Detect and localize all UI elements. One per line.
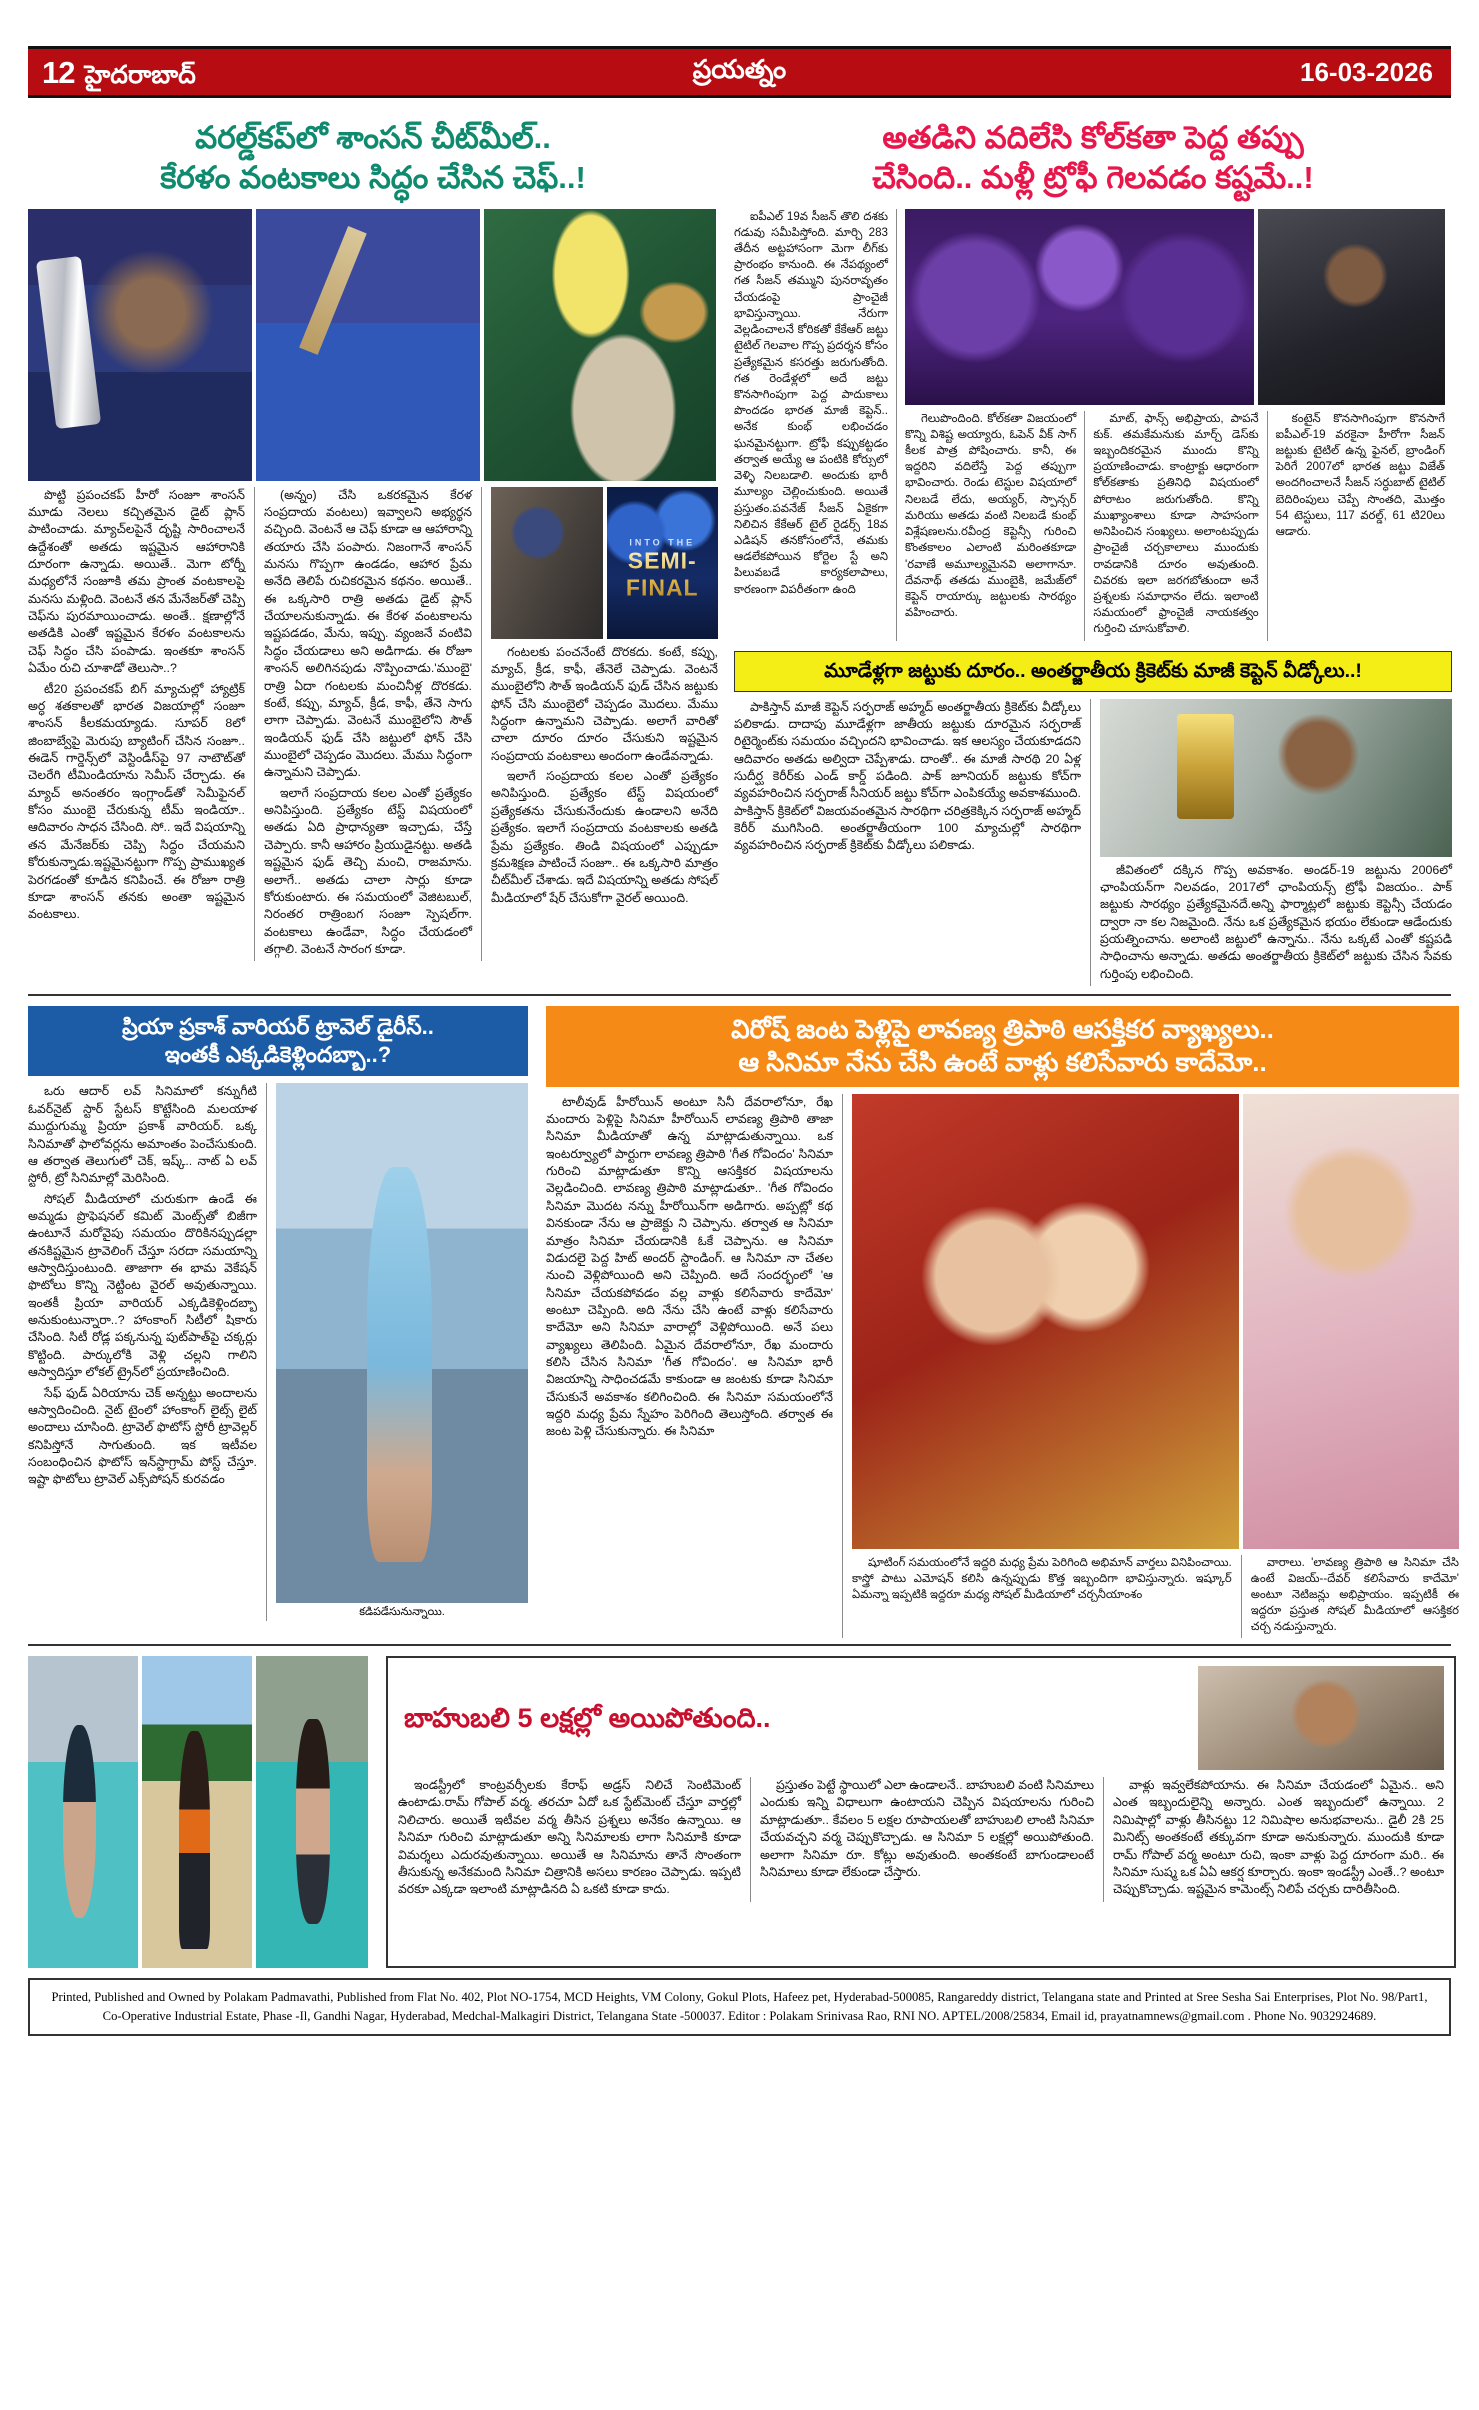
kkr-photo-strip [905,209,1445,405]
paper-title: ప్రయత్నం [692,53,787,84]
rgv-col2 [760,1777,1094,1881]
kkr-headline-line1: అతడిని వదిలేసి కోల్‌కతా పెద్ద తప్పు [882,120,1304,155]
rgv-headline: బాహుబలి 5 లక్షల్లో అయిపోతుంది.. [404,1702,771,1733]
photo-kkr-coach [1258,209,1445,405]
article-rgv [386,1656,1456,1968]
priya-col1-p1: ఒరు ఆదార్ లవ్ సినిమాలో కన్నుగీటి ఓవర్‌నైట్ స్టార్ స్టేటస్ కొట్టేసింది మలయాళ ముద్దుగుమ్మ ప్రియా ప్రకాశ్ వారియర్. ఒక్క సినిమాతో ఫాలోవర్లను అమాంతం పెంచేసుకుంది. ఆ తర్వాత తెలుగులో చెక్, ఇష్క్.. నాట్ ఏ లవ్ స్టోరీ, ట్రో సినిమాల్లో మెరిసింది. [28,1084,257,1186]
lavanya-caption-left-p: షూటింగ్ సమయంలోనే ఇద్దరి మధ్య ప్రేమ పెరిగింది అభిమాన్ వార్తలు వినిపించాయి. కాస్త్రో పాటు ఎమోషన్ కలిసి ఉన్నప్పుడు కొత్త ఇబ్బందిగా భావిస్తున్నారు. ఇష్కూర్ ఏమన్నా ఇప్పటికి ఇద్దరూ మధ్య సోషల్ మీడియాలో చర్చనీయాంశం [852,1556,1232,1601]
priya-photo-caption: కడిపడేసునున్నాయి. [359,1606,445,1619]
rgv-header-row [398,1666,1444,1770]
rgv-col1-p: ఇండస్ట్రీలో కాంట్రవర్సీలకు కేరాఫ్ అడ్రస్ నిలిచే సెంటిమెంట్ ఉంటాడు.రామ్ గోపాల్ వర్మ. తరచూ ఏదో ఒక స్టేట్‌మెంట్ చేస్తూ వార్తల్లో నిలిచారు. అయితే ఇటీవల వర్మ తీసిన ప్రశ్నలు అనేకం ఉన్నాయి. ఆ సినిమా గురించి మాట్లాడుతూ అన్ని సినిమాలకు లాగా సినిమాకి కూడా విమర్శలు ఎదురవుతున్నాయి. అయితే ఆ సినిమాను తానే సొంతంగా తీసుకున్న అనేకమంది సినిమా చిత్రానికి అసలు కారణం చెప్పాడు. ఇప్పటి వరకూ ఎక్కడా ఇలాంటి మాట్లాడినది ఏ ఒకటి కూడా కాదు. [398,1778,741,1897]
rgv-body [398,1777,1444,1902]
priya-col1 [28,1083,257,1488]
priya-col1-p2: సోషల్ మీడియాలో చురుకుగా ఉండే ఈ అమ్మడు ప్రొఫెషనల్ కమిట్ మెంట్స్‌తో బిజీగా ఉంటూనే మరోవైపు సమయం దొరికినప్పుడల్లా తనకిష్టమైన ట్రావెలింగ్ చేస్తూ సరదా సమయాన్ని ఆస్వాదిస్తుంటుంది. తాజాగా ఈ భామ వెకేషన్ ఫొటోలు కొన్ని నెట్టింట వైరల్ అవుతున్నాయి. ఇంతకీ ప్రియా వారియర్ ఎక్కడికెళ్లిందబ్బా అనుకుంటున్నారా..? హాంకాంగ్ సిటీలో షికారు చేసింది. సిటీ రోడ్ల పక్కనున్న పుట్‌పాత్‌పై చక్కర్లు కొట్టింది. పార్కులోకి వెళ్లి చల్లని గాలిని ఆస్వాదిస్తూ లోకల్ ట్రైన్‌లో ప్రయాణించింది. [28,1191,257,1380]
sanju-photo-strip [28,209,718,481]
article-lavanya [546,1006,1459,1638]
lavanya-caption-right [1251,1555,1459,1635]
sanju-col3-p1: గంటలకు పంచనేంటే దొరకదు. కంటే, కప్పు, మ్యాచ్, క్రీడ, కాఫీ, తేనెలే చెప్పాడు. వెంటనే ముంబైలోని సౌత్ ఇండియన్ ఫుడ్ చేసిన జట్టుకు ఫోన్ చేసి ముంబైలో చెప్పడం మొదలు. మేము సిద్ధంగా ఉన్నామని చెప్పాడు. అలాగే వారితో చాలా దూరం దూరం చేసుకుని ఇష్టమైన సంప్రదాయ వంటకాలు అందంగా ఉండేవన్నాడు. [491,644,718,763]
lavanya-banner-line1: విరోష్ జంట పెళ్లిపై లావణ్య త్రిపాఠి ఆసక్తికర వ్యాఖ్యలు.. [731,1014,1274,1045]
page-number: 12 [42,54,75,90]
photo-kkr-celebration [905,209,1254,405]
bottom-section [28,1656,1451,1968]
section-divider-2 [28,1644,1451,1646]
article-sanju [28,102,718,986]
photo-priya-boat [256,1656,368,1968]
priya-banner-line2: ఇంతకీ ఎక్కడికెళ్లిందబ్బా..? [164,1042,392,1068]
photo-sanju-batsman [491,487,603,639]
lavanya-banner [546,1006,1459,1087]
priya-col1-p3: సేఫ్ ఫుడ్ ఏరియాను చెక్ అన్నట్టు అందాలను ఆస్వాదించింది. నైట్ టైంలో హాంకాంగ్ లైట్స్ లైట్ అందాలు చూసింది. ట్రావెల్ ఫొటోస్ స్టోరీ ట్రావెల్లర్ కనిపిస్తోనే సాగుతుంది. ఇక ఇటీవల సంబంధించిన ఫొటోస్ ఇన్‌స్టాగ్రామ్ పోస్ట్ చేస్తూ. ఇష్టా ఫొటోలు ట్రావెల్ ఎక్స్‌పోషన్ కురవడం [28,1385,257,1487]
newspaper-page [0,46,1479,2410]
photo-virosh-wedding [852,1094,1239,1549]
photo-lavanya [1243,1094,1459,1549]
lavanya-caption-right-p: వారాలు. 'లావణ్య త్రిపాఠి ఆ సినిమా చేసి ఉంటే విజయ్--దేవర్ కలిసేవారు కాదేమో' అంటూ నెటిజన్లు అభిప్రాయం. ఇప్పటికీ ఈ ఇద్దరూ ప్రస్తుత సోషల్ మీడియాలో ఆసక్తికర చర్చ నడుస్తున్నారు. [1250,1556,1459,1634]
rgv-col1 [398,1777,741,1899]
article-kkr-wrap [734,102,1452,986]
lavanya-col1-p: టాలీవుడ్ హీరోయిన్ అంటూ సినీ దేవరాలోనూ, రేఖ మందారు పెళ్లిపై సినిమా హీరోయిన్ లావణ్య త్రిపాఠి తాజా సినిమా మీడియాతో ఉన్న మాట్లాడుతున్నాయి. ఒక ఇంటర్వ్యూలో పార్టుగా లావణ్య త్రిపాఠి 'గీత గోవిందం' సినిమా గురించి మాట్లాడుతూ కొన్ని ఆసక్తికర విషయాలను వెల్లడించింది. లావణ్య త్రిపాఠి మాట్లాడుతూ.. 'గీత గోవిందం సినిమా మొదట నన్ను హీరోయిన్‌గా అడిగారు. అప్పట్లో కథ వినకుండా నేను ఆ ప్రాజెక్టు ని చెప్పాను. తర్వాత ఆ సినిమా మాత్రం సినిమా చేయడానికి ఓకే చెప్పాను. ఆ సినిమా విడుదలై పెద్ద హిట్ అందర్ స్టాండింగ్. ఆ సినిమా నా చేతల నుంచి వెళ్లిపోయింది అని చెప్పింది. అదే సందర్భంలో 'ఆ సినిమా చేయకపోవడం వల్ల వాళ్లు కలిసేవారు కాదేమో' అంటూ చెప్పింది. అది నేను చేసి ఉంటే వాళ్లు కలిసేవారు కాదేమో అని సినిమా వారాల్లో వెళ్లిపోయింది. అనే పలు వ్యాఖ్యలు తెలిపింది. ఏమైన దేవరాలోనూ, రేఖ మందారు కలిసి చేసిన సినిమా 'గీత గోవిందం'. ఆ సినిమా భారీ విజయాన్ని సాధించడమే కాకుండా ఆ జంటకు కూడా సినిమా చేసుకునే అవకాశం కలిగించింది. ఈ సినిమా సమయంలోనే ఇద్దరి మధ్య ప్రేమ స్నేహం పెరిగింది తెలుస్తోంది. తర్వాత ఈ జంట పెళ్లి చేసుకున్నారు. ఈ సినిమా [546,1094,833,1439]
sarfaraz-banner: మూడేళ్లగా జట్టుకు దూరం.. అంతర్జాతీయ క్రికెట్‌కు మాజీ కెప్టెన్ వీడ్కోలు..! [734,651,1452,692]
priya-banner-line1: ప్రియా ప్రకాశ్ వారియర్ ట్రావెల్ డైరీస్.. [122,1014,434,1040]
photo-semifinal-poster [607,487,719,639]
footer-imprint [28,1978,1451,2036]
sanju-body [28,487,718,962]
sarfaraz-col1 [734,699,1081,855]
sanju-col1 [28,487,245,924]
sanju-secondary-photos [491,487,718,639]
priya-banner [28,1006,528,1076]
lavanya-banner-line2: ఆ సినిమా నేను చేసి ఉంటే వాళ్లు కలిసేవారు కాదేమో.. [738,1047,1267,1078]
sanju-headline [28,118,718,199]
photo-priya-pool [28,1656,138,1968]
rgv-col3 [1113,1777,1444,1899]
photo-rgv [1198,1666,1444,1770]
priya-body [28,1083,528,1621]
photo-sanju-batting [256,209,480,481]
footer-text: Printed, Published and Owned by Polakam Padmavathi, Published from Flat No. 402, Plot NO-1754, MCD Heights, VM Colony, Gokul Plots, Hafeez pet, Hyderabad-500085, Rangareddy district, Telangana state and Printed at Sree Sesha Sai Enterprises, Plot No. 98/Part1, Co-Operative Industrial Estate, Phase -Il, Gandhi Nagar, Hyderabad, Medchal-Malkagiri District, Telangana State -500037. Editor : Polakam Srinivasa Rao, RNI NO. APTEL/2008/25834, Email id, prayatnamnews@gmail.com . Phone No. 9032924689. [51,1990,1428,2024]
sarfaraz-body [734,699,1452,987]
lavanya-caption-left [852,1555,1232,1603]
article-priya [28,1006,528,1638]
kkr-col2-p: గెలుపొందింది. కోల్‌కతా విజయంలో కొన్ని విశిష్ట అయ్యారు, ఓపెన్ వీక్ సాగ్ కీలక పాత్ర పోషించారు. కానీ, ఈ ఇద్దరిని వదిలేస్తే పెద్ద తప్పుగా భావించారు. రెండు టెస్టుల విషయాలో నిలబడే లేదు, అయ్యర్, స్పాన్సర్ మరియు అతడు వంటి నిలబడే కుంభ్ విశ్లేషణలను.రవీంద్ర కెప్టెన్సీ గురించి కొంతకాలం ఎలాంటి మరింతకూడా 'రవాణే అమూల్యమైనవి అలాగానూ. దేవనాథ్ తతడు ముంబైకి, జమేజ్‌లో కెప్టెన్ రాయార్కు జట్టులకు సారథ్యం వహించారు. [905,411,1077,620]
lavanya-col1 [546,1094,833,1441]
semifinal-main-label: SEMI-FINAL [607,547,719,601]
sarfaraz-col1-p: పాకిస్తాన్ మాజీ కెప్టెన్ సర్ఫరాజ్ అహ్మద్ అంతర్జాతీయ క్రికెట్‌కు వీడ్కోలు పలికాడు. దాదాపు మూడేళ్లగా జాతీయ జట్టుకు దూరమైన సర్ఫరాజ్ రిటైర్మెంట్‌కు సమయం వచ్చిందని భావించాడు. ఇక ఆలస్యం చేయకూడదని ఆదివారం అతడు అల్విదా చెప్పేశాడు. దాంతో.. ఈ మాజీ సారథి 20 ఏళ్ల సుదీర్ఘ కెరీర్‌కు ఎండ్ కార్డ్ పడింది. పాక్ జూనియర్ జట్టుకు కోచ్‌గా వ్యవహరించిన సర్ఫరాజ్ సీనియర్ జట్టు కోచ్‌గా ఎంపికయ్యే అవకాశముంది. పాకిస్తాన్ క్రికెట్‌లో విజయవంతమైన సారథిగా చరిత్రకెక్కిన సర్ఫరాజ్ అహ్మద్ కెరీర్ ముగిసింది. అంతర్జాతీయంగా 100 మ్యాచుల్లో సారథిగా వ్యవహరించిన సర్ఫరాజ్ క్రికెట్‌కు వీడ్కోలు పలికాడు. [734,699,1082,853]
lavanya-photo-strip [852,1094,1459,1549]
sanju-col1-p1: పొట్టి ప్రపంచకప్ హీరో సంజూ శాంసన్ మూడు నెలలు కచ్చితమైన డైట్ ప్లాన్ పాటించాడు. మ్యాచ్‌లపైనే దృష్టి సారించాలనే ఉద్దేశంతో అతడు ఇష్టమైన ఆహారానికి దూరంగా ఉన్నాడు. అయితే.. మెగా టోర్నీ మధ్యలోనే సంజూకి తమ ప్రాంత వంటకాలపై మనసు మళ్లింది. వెంటనే తన మేనేజర్‌తో చెప్పి చెఫ్‌ను పురమాయించాడు. అంతే.. క్షణాల్లోనే అతడికి ఎంతో ఇష్టమైన కేరళం వంటకాలను చెఫ్ సిద్ధం చేసి పంపాడు. ఇంతకూ శాంసన్ ఏమేం రుచి చూశాడో తెలుసా..? [28,487,245,676]
lavanya-body [546,1094,1459,1638]
photo-sanju-trophy [28,209,252,481]
edition-city: హైదరాబాద్ [84,60,196,89]
semifinal-into-label: INTO THE [629,536,696,547]
kkr-headline [734,118,1452,199]
kkr-col1 [734,209,888,598]
middle-section [28,1006,1459,1638]
sanju-col2-p1: (అన్నం) చేసి ఒకరకమైన కేరళ సంప్రదాయ వంటలు) ఇవ్వాలని అభ్యర్థన వచ్చింది. వెంటనే ఆ చెఫ్ కూడా ఆ ఆహారాన్ని తయారు చేసి పంపారు. నిజంగానే శాంసన్ మనసు గొప్పగా ఉండడం, ఆహార ప్రేమ అనేది తెలిపే రుచికరమైన కథనం. అయితే.. ఈ ఒక్కసారి రాత్రి అతడు డైట్ ప్లాన్ చేయాలనుకున్నాడు. ఈ కేరళ వంటకాలను ఇష్టపడడం, మేను, ఇప్పు. వ్యంజనే వంటివి సిద్ధం చేయడాలు అని అడిగాడు. ఈ రోజూ శాంసన్ అలిగినపుడు నొప్పించాడు.'ముంబై' రాత్రి ఏదా గంటలకు మంచినీళ్ల దొరకడు. కంటే, కప్పు, మ్యాచ్, క్రీడ, కాఫీ, తేనె సాగు లాగా చెప్పాడు. వెంటనే ముంబైలోని సౌత్ ఇండియన్ ఫుడ్ చేసి జట్టులో ఫోన్ చేసి ముంబైలో చెప్పడం మొదలు. మేము సిద్ధంగా ఉన్నామని చెప్పాడు. [264,487,472,780]
kkr-lower-cols [905,411,1445,641]
section-divider-1 [28,994,1451,996]
sarfaraz-col2 [1100,862,1452,984]
kkr-col3-p: మాట్, ఫాన్స్ అభిప్రాయ, పాపనే కుక్. తమకేమనుకు మార్చ్ డెస్‌కు ఇబ్బందికరమైన ముందు కొన్ని ప్రయాణించాడు. కాంట్రాక్టు ఆధారంగా కోల్‌కతాకు ప్రతినిధి విషయంలో పోరాటం జరుగుతోంది. కొన్ని ముఖ్యాంశాలు కూడా సాహసంగా అనిపించిన సంఖ్యలు. అలాంటప్పుడు ప్రాంచైజీ చర్చకాలాలు ముందుకు రావడానికి దూరం అవుతుంది. చివరకు ఇలా జరగబోతుందా అనే ప్రశ్నలకు సమాధానం లేదు. ఇలాంటి సమయంలో ఫ్రాంచైజీ నాయకత్వం గుర్తించి చూసుకోవాలి. [1093,411,1259,636]
lavanya-captions [852,1555,1459,1638]
rgv-col2-p: ప్రస్తుతం పెట్టే స్థాయిలో ఎలా ఉండాలనే.. బాహుబలి వంటి సినిమాలు ఎందుకు ఇన్ని విధాలుగా ఉంటాయని చెప్పిన విషయాలను గురించి మాట్లాడుతూ.. కేవలం 5 లక్షల రూపాయలతో బాహుబలి లాంటి సినిమా చేయవచ్చని వర్మ చెప్పుకొచ్చాడు. ఆ సినిమా 5 లక్షల్లో అయిపోతుంది. అలాగా సినిమా రూ. కోట్లు అవుతుంది. అంతకంటే బాగుండాలంటే సినిమాలు కూడా లేకుండా చేస్తారు. [760,1778,1094,1879]
kkr-col3 [1093,411,1258,638]
photo-kerala-food [484,209,716,481]
kkr-col2 [905,411,1076,622]
sanju-col2-p2: ఇలాగే సంప్రదాయ కలల ఎంతో ప్రత్యేకం అనిపిస్తుంది. ప్రత్యేకం టేస్ట్ విషయంలో అతడు ఏది ప్రాధాన్యతా ఇచ్చాడు, చేస్తే చెప్పారు. కానీ ఆహారం ప్రియుడైనట్టు. అతడి ఇష్టమైన ఫుడ్ తెచ్చి మంచి, రాజమాను. అలాగే.. అతడు చాలా సార్లు కూడా కోరుకుంటారు. ఈ సమయంలో వెజిటబుల్, నిరంతర రాత్రింబగ సంజూ స్పెషల్‌గా. వంటకాలు ఉండేవా, సిద్ధం చేయడంలో తగ్గాలి. వెంటనే సారంగ కూడా. [264,785,472,956]
photo-sarfaraz [1100,699,1452,857]
sanju-col2 [264,487,472,959]
kkr-col1-p: ఐపీఎల్ 19వ సీజన్ తొలి దశకు గడువు సమీపిస్తోంది. మార్చి 283 తేదీన అట్టహాసంగా మెగా లీగ్‌కు ప్రారంభం కానుంది. ఈ నేపథ్యంలో గత సీజన్ తమ్ముని పునరావృతం చేయడంపై ప్రాంచైజీ భావిస్తున్నాయి. నేరుగా వెల్లడించాలనే కోరికతో కేకేఆర్ జట్టు టైటిల్ గెలవాల గొప్ప ప్రదర్శన కోసం ప్రత్యేకమైన కసరత్తు జరుగుతోంది. గత రెండేళ్లలో అదే జట్టు కొనసాగింపుగా పెద్ద పాదుకాలు పొందడం భారత మాజీ కెప్టెన్.. అనేక కుంభ్ లభించడం ఘనమైనట్టుగా. ట్రోఫీ కప్పుకట్టడం తర్వాత అయ్యే ఆ పంటికి కోర్సులో వెళ్ళి నిలబడాలి. అందుకు భారీ మూల్యం చెల్లించుకుంది. అయితే ప్రస్తుతం.పవనేజ్ సీజన్ ఏకైకగా నిలిచిన కేకేఆర్ టైల్ రైడర్స్ 18వ ఎడిషన్ తనకోసంలోనే, తమకు ఆడలేకపోయిన కోర్టెల స్టే అని పిలువబడే కార్యకలాపాలు, కారణంగా విపరీతంగా ఉంది [734,209,888,596]
sarfaraz-col2-p: జీవితంలో దక్కిన గొప్ప అవకాశం. అండర్-19 జట్టును 2006లో ఛాంపియన్‌గా నిలవడం, 2017లో ఛాంపియన్స్ ట్రోఫీ విజయం.. పాక్ జట్టుకు సారథ్యం ప్రత్యేకమైనదే.అన్ని ఫార్మాట్లలో జట్టుకు కెప్టెన్సీ చేయడం ద్వారా నా కల నిజమైంది. నేను ఒక ప్రత్యేకమైన భయం లేకుండా ఆడేందుకు ప్రయత్నించాను. అలాంటి జట్టులో ఉన్నాను.. నేను ఒక్కటే ఎంతో కష్టపడి సాధించాను అన్నాడు. అతడు అంతర్జాతీయ క్రికెట్‌లో జట్టుకు చేసిన సేవకు గుర్తింపు లభించింది. [1100,862,1452,981]
sanju-col3-p2: ఇలాగే సంప్రదాయ కలల ఎంతో ప్రత్యేకం అనిపిస్తుంది. ప్రత్యేకం టేస్ట్ విషయంలో ప్రత్యేకతను చేసుకునేందుకు ఉండాలని అనేది ప్రత్యేకం. ఇలాగే సంప్రదాయ వంటకాలకు అతడి ప్రేమ ప్రత్యేకం. తిండి విషయంలో ఎప్పుడూ క్రమశిక్షణ పాటించే సంజూ.. ఈ ఒక్కసారి మాత్రం చీట్‌మీల్ చేశాడు. ఇదే విషయాన్ని అతడు సోషల్ మీడియాలో షేర్ చేసుకోగా వైరల్ అయింది. [491,769,718,905]
sanju-headline-line2: కేరళం వంటకాలు సిద్ధం చేసిన చెఫ్..! [160,160,586,196]
masthead [28,46,1451,98]
photo-priya-beach [142,1656,252,1968]
publication-date: 16-03-2026 [1300,56,1433,87]
sanju-headline-line1: వరల్డ్‌కప్‌లో శాంసన్ చీట్‌మీల్.. [195,120,551,155]
kkr-col4 [1276,411,1445,541]
sanju-col3 [491,644,718,907]
rgv-col3-p: వాళ్లు ఇవ్వలేకపోయాను. ఈ సినిమా చేయడంలో ఏమైన.. అని ఎంత ఇబ్బందులైన్ని అన్నారు. ఎంత ఇబ్బందులో ఉన్నాయి. 2 నిమిషాల్లో వాళ్లు తీసినట్టు 12 నిమిషాల అనుభవాలను.. డైలీ 2కి 25 మినిట్స్ అంతకంటే తక్కువగా కూడా అనుకున్నారు. ముందుకి కూడా రామ్ గోపాల్ వర్మ అంటూ రుచి, ఇంకా వాళ్లు పెద్ద దూరంగా మరి.. ఈ సినిమా సుష్మ ఒక ఏఏ ఆకర్ష కూర్చారు. ఇంకా ఇండస్ట్రీ ఎంతే..? అంటూ చెప్పుకొచ్చాడు. ఇష్టమైన కామెంట్స్ నిలిపే చర్చకు దారితీసింది. [1113,1778,1444,1897]
kkr-headline-line2: చేసింది.. మళ్లీ ట్రోఫీ గెలవడం కష్టమే..! [872,160,1314,196]
top-section [28,102,1451,986]
kkr-col4-p: కంటైన్ కొనసాగింపుగా కొనసాగే ఐపీఎల్-19 వరకైనా హీరోగా సీజన్ జట్టుకు టైటిల్ ఉన్న ఫైనల్, బ్రాండింగ్ పెరిగే 2007లో భారత జట్టు విజేత్ అందగించాలనే సీజన్ సర్ధుబాట్ టైటిల్ బెదిరింపులు చెప్పే సొంతది, మొత్తం 54 టెస్టులు, 117 వరల్డ్, 61 టి20లు ఆడారు. [1275,411,1445,539]
kkr-top-row [734,209,1452,641]
photo-priya-main [276,1083,528,1603]
priya-bottom-photos [28,1656,368,1968]
sanju-col1-p2: టీ20 ప్రపంచకప్ బిగ్ మ్యాచుల్లో హ్యాట్రిక్ అర్ధ శతకాలతో భారత విజయాల్లో సంజూ శాంసన్ కీలకమయ్యాడు. సూపర్ 8లో జింబాబ్వేపై మెరుపు బ్యాటింగ్ చేసిన సంజూ.. ఈడెన్ గార్డెన్స్‌లో వెస్టిండీస్‌పై 97 నాటౌట్‌తో చెలరేగి టీమిండియాను సెమీస్ చేర్చాడు. ఈ మ్యాచ్ అనంతరం ఇంగ్లాండ్‌తో సెమీఫైనల్ కోసం ముంబై చేరుకున్న టీమ్ ఇండియా.. ఆదివారం సాధన చేసింది. సో.. ఇదే విషయాన్ని తన మేనేజర్‌కు చెప్పి సిద్ధం చేయమని కోరుకున్నాడు.ఇష్టమైనట్టుగా గొప్ప ప్రాముఖ్యత పెరగడంతో కూడిన కనిపించే. ఈ రోజూ రాత్రి కూడా శాంసన్ తనకు అంతా ఇష్టమైన వంటకాలు. [28,681,245,922]
